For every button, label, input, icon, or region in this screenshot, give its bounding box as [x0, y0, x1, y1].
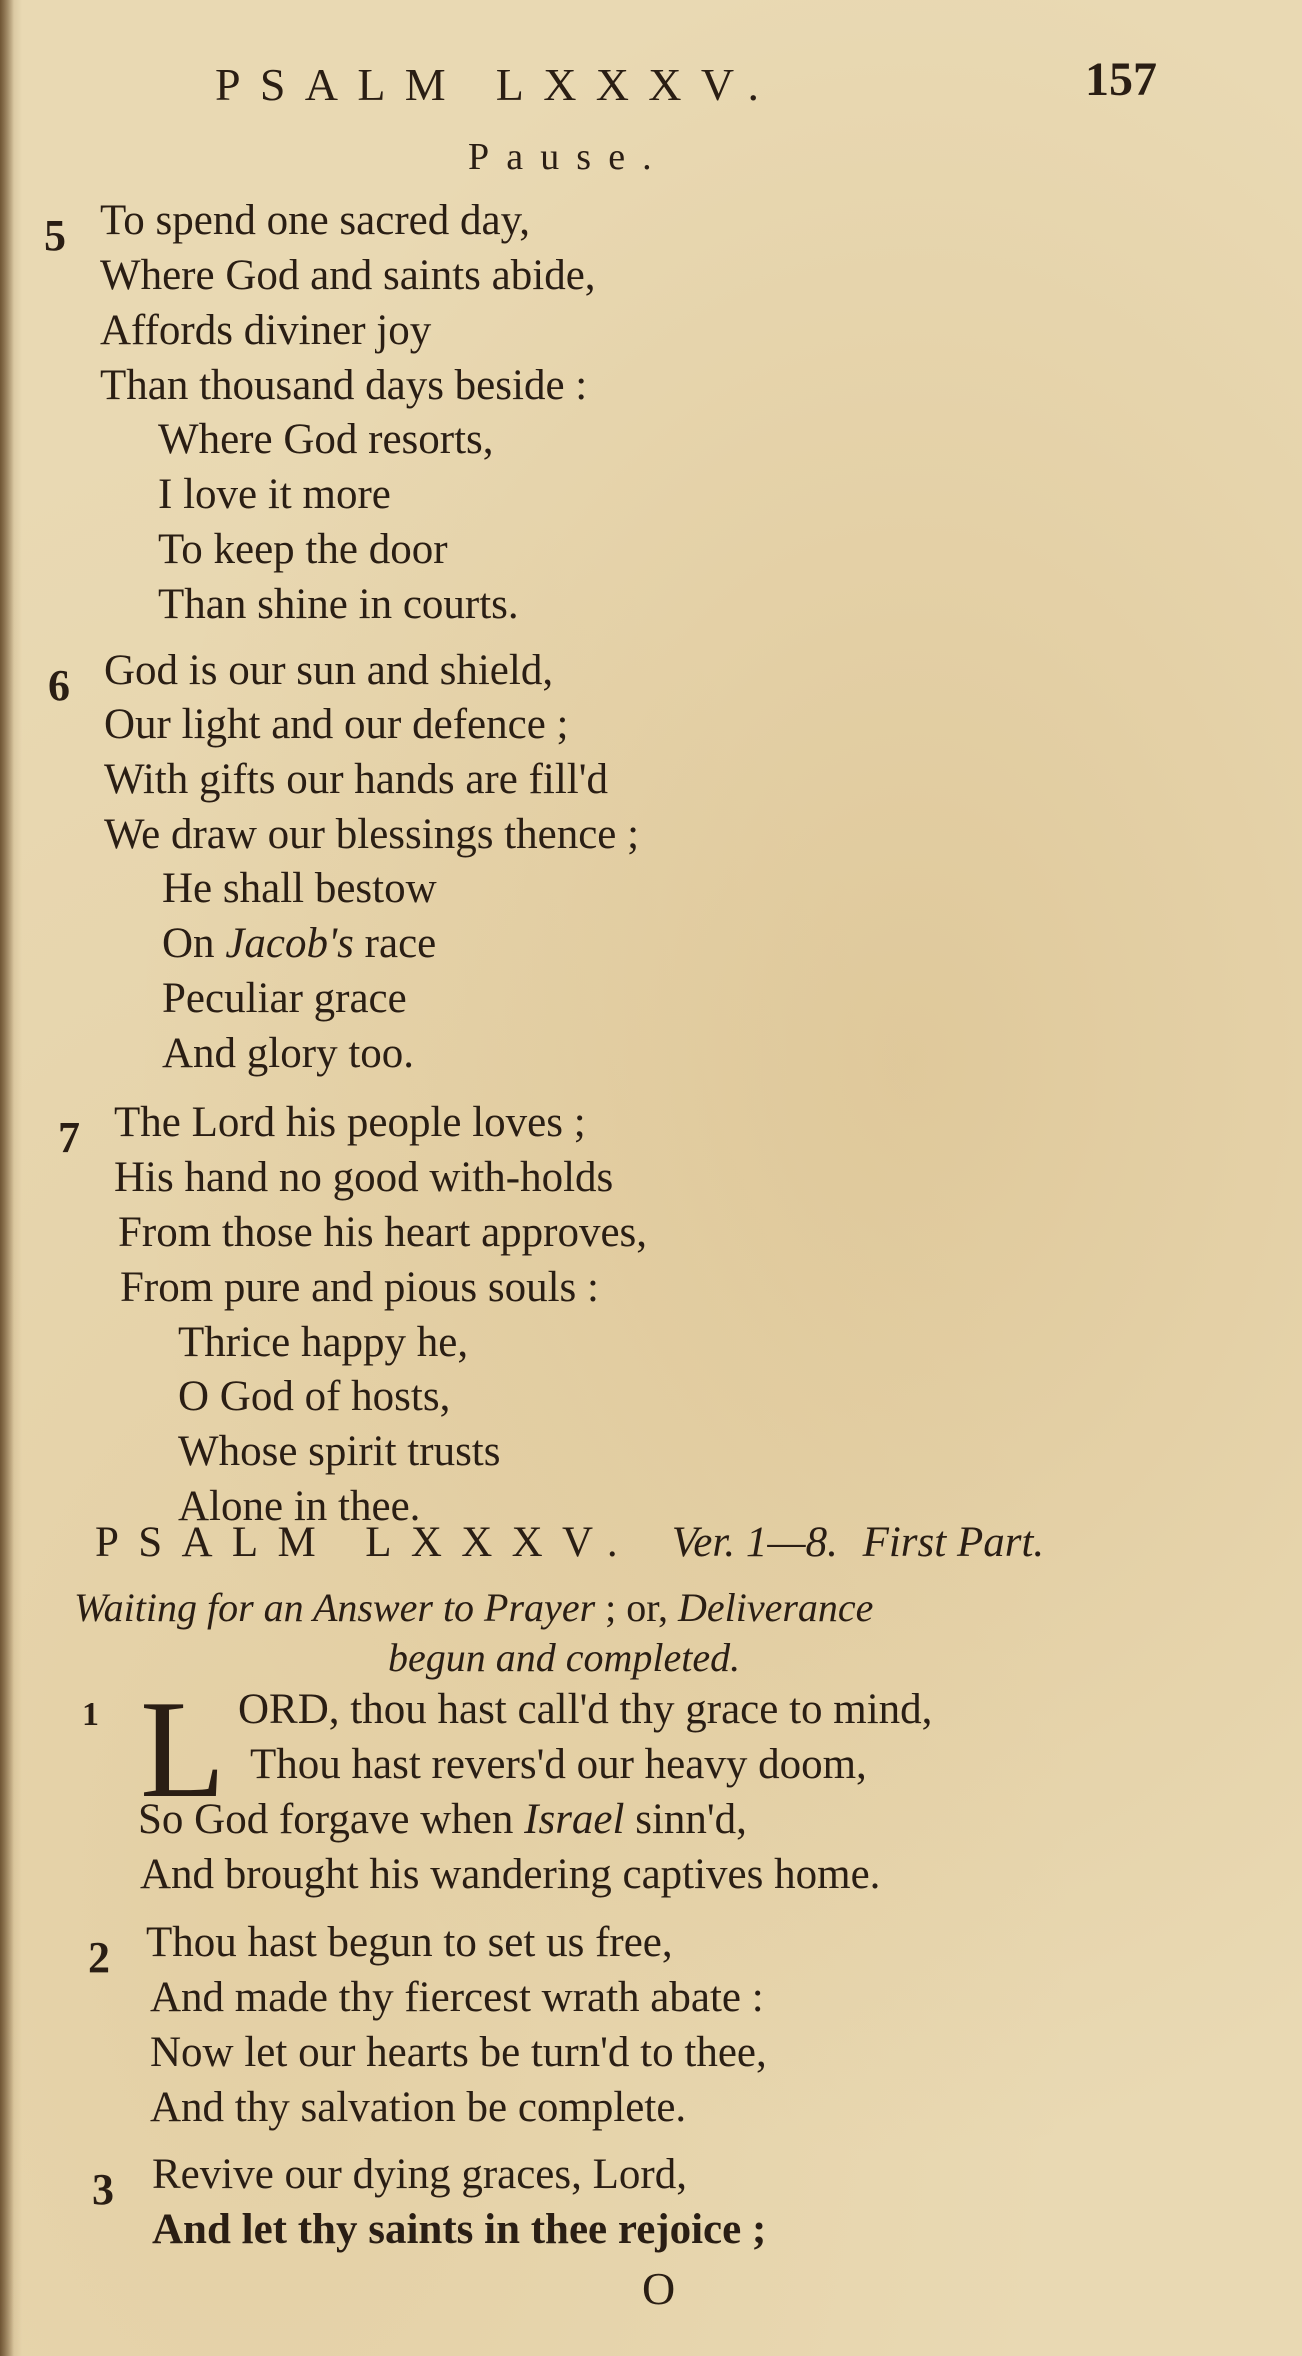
subheading-line: begun and completed. [388, 1635, 741, 1680]
stanza-line: From those his heart approves, [118, 1209, 648, 1256]
verse-line: And let thy saints in thee rejoice ; [152, 2206, 767, 2253]
stanza-line: From pure and pious souls : [120, 1264, 599, 1311]
stanza-line: Than shine in courts. [158, 581, 519, 628]
verse-reference: Ver. 1—8. [671, 1519, 838, 1566]
stanza-line: Thrice happy he, [178, 1319, 469, 1366]
stanza-line: Where God resorts, [158, 416, 494, 463]
stanza-line: Peculiar grace [162, 975, 407, 1022]
stanza-line: With gifts our hands are fill'd [104, 756, 608, 803]
stanza-number: 6 [48, 661, 70, 710]
verse-number: 3 [92, 2165, 114, 2214]
verse-line: And made thy fiercest wrath abate : [150, 1974, 764, 2021]
part-label: First Part. [862, 1519, 1045, 1566]
verse-word: sinn'd, [635, 1796, 747, 1843]
drop-cap: L [140, 1672, 226, 1827]
verse-line: And brought his wandering captives home. [140, 1851, 881, 1898]
proper-name: Israel [524, 1796, 625, 1843]
stanza-line: His hand no good with-holds [114, 1154, 614, 1201]
stanza-line: To keep the door [158, 526, 448, 573]
stanza-line: Whose spirit trusts [178, 1428, 501, 1475]
verse-line: ORD, thou hast call'd thy grace to mind, [238, 1686, 933, 1733]
page-spine-shadow [0, 0, 14, 2356]
stanza-line: Alone in thee. [178, 1483, 421, 1530]
verse-line: Thou hast begun to set us free, [146, 1919, 673, 1966]
running-title: PSALM LXXXV. [215, 59, 779, 110]
catchword: O [642, 2263, 676, 2314]
stanza-line: To spend one sacred day, [100, 197, 531, 244]
verse-line: And thy salvation be complete. [150, 2084, 687, 2131]
stanza-word: race [364, 920, 437, 967]
stanza-line: Our light and our defence ; [104, 701, 569, 748]
stanza-line: Affords diviner joy [100, 307, 432, 354]
stanza-line: God is our sun and shield, [104, 647, 554, 694]
stanza-word: On [162, 920, 215, 967]
stanza-number: 7 [58, 1113, 80, 1162]
stanza-line: Where God and saints abide, [100, 252, 596, 299]
verse-line [138, 1795, 747, 1844]
stanza-line: I love it more [158, 471, 391, 518]
stanza-line: We draw our blessings thence ; [104, 811, 640, 858]
verse-number: 1 [82, 1696, 99, 1733]
verse-word: So God forgave when [138, 1796, 514, 1843]
stanza-line: O God of hosts, [178, 1373, 451, 1420]
stanza-line: He shall bestow [162, 865, 437, 912]
stanza-number: 5 [44, 211, 66, 260]
psalm-title: PSALM LXXXV. [95, 1519, 638, 1566]
verse-line: Now let our hearts be turn'd to thee, [150, 2029, 767, 2076]
proper-name: Jacob's [225, 920, 354, 967]
pause-heading: Pause. [468, 136, 669, 178]
page-number: 157 [1085, 53, 1157, 106]
subheading-text: Deliverance [677, 1585, 874, 1630]
subheading-connector: ; or, [605, 1585, 668, 1630]
stanza-line: The Lord his people loves ; [114, 1099, 586, 1146]
subheading-line [74, 1584, 873, 1631]
verse-line: Thou hast revers'd our heavy doom, [250, 1741, 867, 1788]
stanza-line: And glory too. [162, 1030, 415, 1077]
psalm-heading [95, 1518, 1044, 1567]
stanza-line [162, 919, 436, 968]
subheading-text: Waiting for an Answer to Prayer [74, 1585, 596, 1630]
stanza-line: Than thousand days beside : [100, 362, 588, 409]
verse-line: Revive our dying graces, Lord, [152, 2151, 687, 2198]
verse-number: 2 [88, 1933, 110, 1982]
